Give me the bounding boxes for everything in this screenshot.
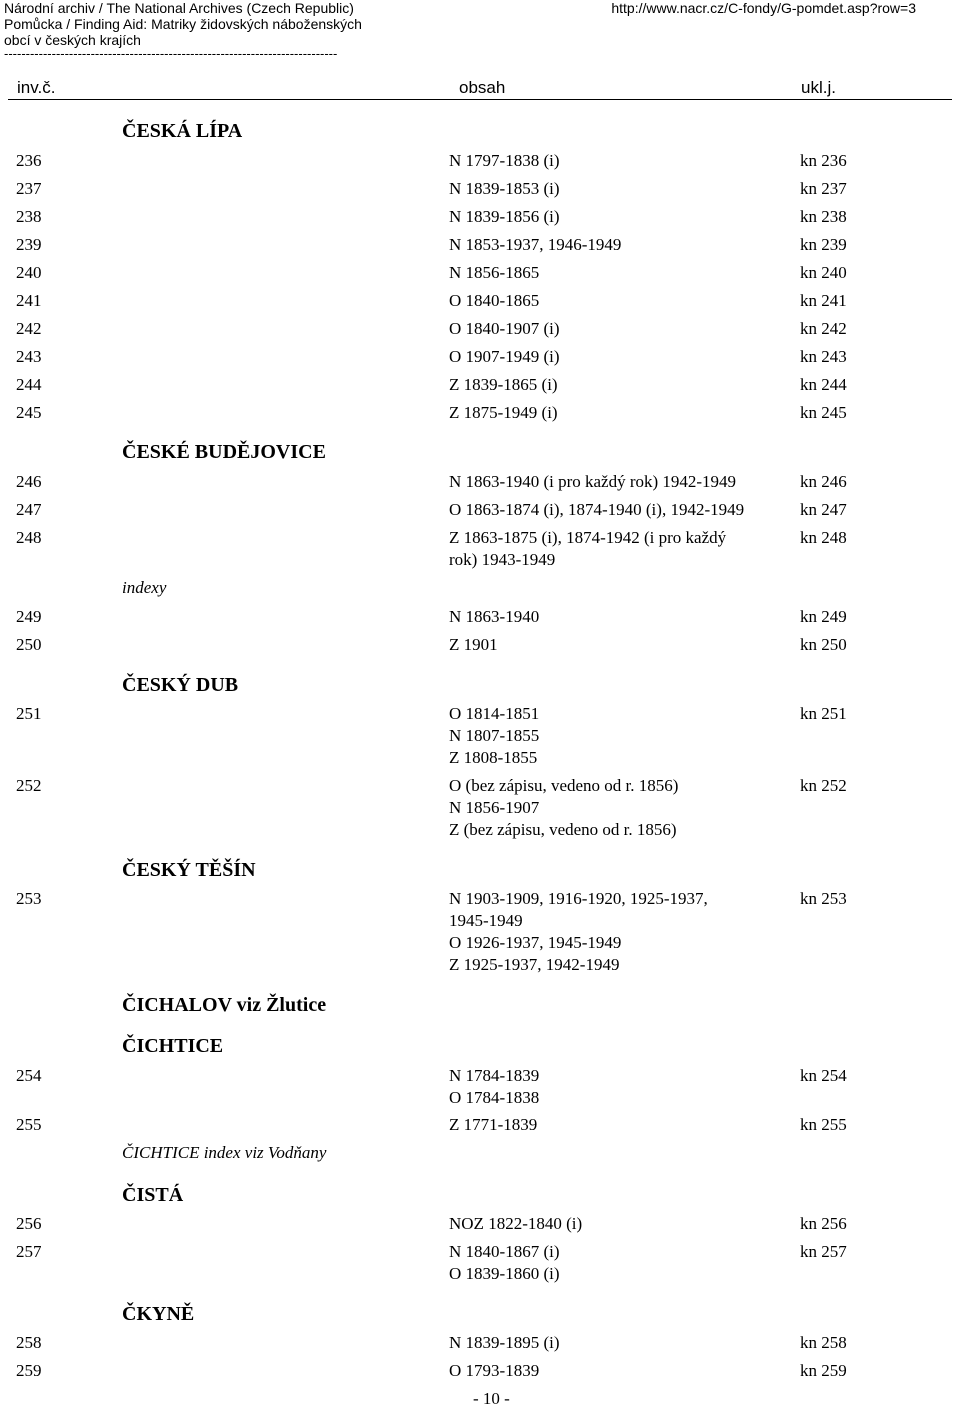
content-line: O 1793-1839 [449,1361,540,1380]
storage-unit: kn 241 [800,291,847,310]
content-line: N 1784-1839 [449,1066,540,1085]
storage-unit: kn 249 [800,607,847,626]
content-cell [449,634,794,656]
content-line: rok) 1943-1949 [449,550,556,569]
content-line: O 1814-1851 [449,704,540,723]
content-line: Z 1808-1855 [449,748,538,767]
content-line: O 1839-1860 (i) [449,1264,560,1283]
inventory-number: 243 [16,347,42,366]
content-line: O 1863-1874 (i), 1874-1940 (i), 1942-1949 [449,500,745,519]
inventory-number: 250 [16,635,42,654]
inventory-number: 246 [16,472,42,491]
content-cell [449,234,794,256]
content-line: N 1797-1838 (i) [449,151,560,170]
content-line: O 1840-1907 (i) [449,319,560,338]
section-ckyne: ČKYNĚ [122,1303,195,1325]
page-number: - 10 - [473,1389,510,1408]
section-cesky-tesin: ČESKÝ TĚŠÍN [122,859,256,881]
inventory-number: 252 [16,776,42,795]
inventory-number: 258 [16,1333,42,1352]
content-cell [449,888,794,976]
header-rule [8,99,952,100]
content-cell [449,206,794,228]
content-cell [449,471,794,493]
content-line: Z 1863-1875 (i), 1874-1942 (i pro každý [449,528,727,547]
content-line: NOZ 1822-1840 (i) [449,1214,583,1233]
content-cell [449,290,794,312]
section-cichtice: ČICHTICE [122,1035,224,1057]
content-cell [449,775,794,841]
content-line: O 1840-1865 [449,291,540,310]
storage-unit: kn 258 [800,1333,847,1352]
dash-separator: ----------------------------------------------------------------------------- [4,46,338,61]
content-cell [449,606,794,628]
content-cell [449,346,794,368]
content-cell [449,703,794,769]
content-line: Z 1839-1865 (i) [449,375,558,394]
content-line: N 1856-1865 [449,263,540,282]
inventory-number: 240 [16,263,42,282]
section-cesky-dub: ČESKÝ DUB [122,674,239,696]
inventory-number: 251 [16,704,42,723]
content-line: O 1926-1937, 1945-1949 [449,933,622,952]
storage-unit: kn 257 [800,1242,847,1261]
storage-unit: kn 254 [800,1066,847,1085]
content-line: N 1839-1895 (i) [449,1333,560,1352]
content-cell [449,1114,794,1136]
content-cell [449,178,794,200]
content-cell [449,527,794,571]
content-cell [449,150,794,172]
storage-unit: kn 244 [800,375,847,394]
content-line: O 1907-1949 (i) [449,347,560,366]
storage-unit: kn 239 [800,235,847,254]
content-line: Z (bez zápisu, vedeno od r. 1856) [449,820,677,839]
source-url: http://www.nacr.cz/C-fondy/G-pomdet.asp?row=3 [611,0,916,16]
content-cell [449,1065,794,1109]
finding-aid-subtitle: obcí v českých krajích [4,32,141,48]
content-cell [449,1332,794,1354]
inventory-number: 247 [16,500,42,519]
storage-unit: kn 253 [800,889,847,908]
storage-unit: kn 240 [800,263,847,282]
column-inv: inv.č. [17,78,56,97]
inventory-number: 248 [16,528,42,547]
storage-unit: kn 256 [800,1214,847,1233]
page-header [0,0,960,70]
storage-unit: kn 237 [800,179,847,198]
inventory-number: 254 [16,1066,42,1085]
storage-unit: kn 252 [800,776,847,795]
storage-unit: kn 247 [800,500,847,519]
storage-unit: kn 243 [800,347,847,366]
storage-unit: kn 236 [800,151,847,170]
column-ukl: ukl.j. [801,78,836,97]
section-ceske-budejovice: ČESKÉ BUDĚJOVICE [122,441,326,463]
inventory-number: 236 [16,151,42,170]
storage-unit: kn 248 [800,528,847,547]
content-line: N 1853-1937, 1946-1949 [449,235,622,254]
inventory-number: 237 [16,179,42,198]
content-line: N 1839-1856 (i) [449,207,560,226]
section-cista: ČISTÁ [122,1184,184,1206]
storage-unit: kn 242 [800,319,847,338]
storage-unit: kn 251 [800,704,847,723]
inventory-number: 253 [16,889,42,908]
content-line: O (bez zápisu, vedeno od r. 1856) [449,776,679,795]
content-cell [449,499,794,521]
storage-unit: kn 238 [800,207,847,226]
content-cell [449,1213,794,1235]
content-cell [449,262,794,284]
content-line: O 1784-1838 [449,1088,540,1107]
content-cell [449,374,794,396]
content-cell [449,1360,794,1382]
content-line: N 1903-1909, 1916-1920, 1925-1937, [449,889,708,908]
content-line: Z 1925-1937, 1942-1949 [449,955,620,974]
section-ceska-lipa: ČESKÁ LÍPA [122,120,243,142]
storage-unit: kn 259 [800,1361,847,1380]
inventory-number: 255 [16,1115,42,1134]
inventory-number: 241 [16,291,42,310]
content-cell [449,402,794,424]
inventory-number: 242 [16,319,42,338]
note-indexy: indexy [122,578,167,597]
content-line: 1945-1949 [449,911,523,930]
column-obsah: obsah [459,78,506,97]
storage-unit: kn 246 [800,472,847,491]
inventory-number: 257 [16,1242,42,1261]
inventory-number: 245 [16,403,42,422]
content-line: N 1807-1855 [449,726,540,745]
content-line: N 1839-1853 (i) [449,179,560,198]
content-cell [449,318,794,340]
inventory-number: 238 [16,207,42,226]
storage-unit: kn 245 [800,403,847,422]
content-line: Z 1901 [449,635,498,654]
storage-unit: kn 255 [800,1115,847,1134]
content-line: N 1863-1940 [449,607,540,626]
inventory-number: 244 [16,375,42,394]
content-line: N 1840-1867 (i) [449,1242,560,1261]
section-cichalov: ČICHALOV viz Žlutice [122,994,327,1016]
content-line: N 1863-1940 (i pro každý rok) 1942-1949 [449,472,737,491]
inventory-number: 239 [16,235,42,254]
finding-aid-title: Pomůcka / Finding Aid: Matriky židovských náboženských [4,16,362,32]
inventory-number: 249 [16,607,42,626]
inventory-number: 259 [16,1361,42,1380]
column-header [0,78,960,100]
inventory-number: 256 [16,1214,42,1233]
storage-unit: kn 250 [800,635,847,654]
content-cell [449,1241,794,1285]
content-line: Z 1875-1949 (i) [449,403,558,422]
content-line: Z 1771-1839 [449,1115,538,1134]
content-line: N 1856-1907 [449,798,540,817]
note-cichtice-index: ČICHTICE index viz Vodňany [122,1143,327,1162]
archive-name: Národní archiv / The National Archives (Czech Republic) [4,0,354,16]
